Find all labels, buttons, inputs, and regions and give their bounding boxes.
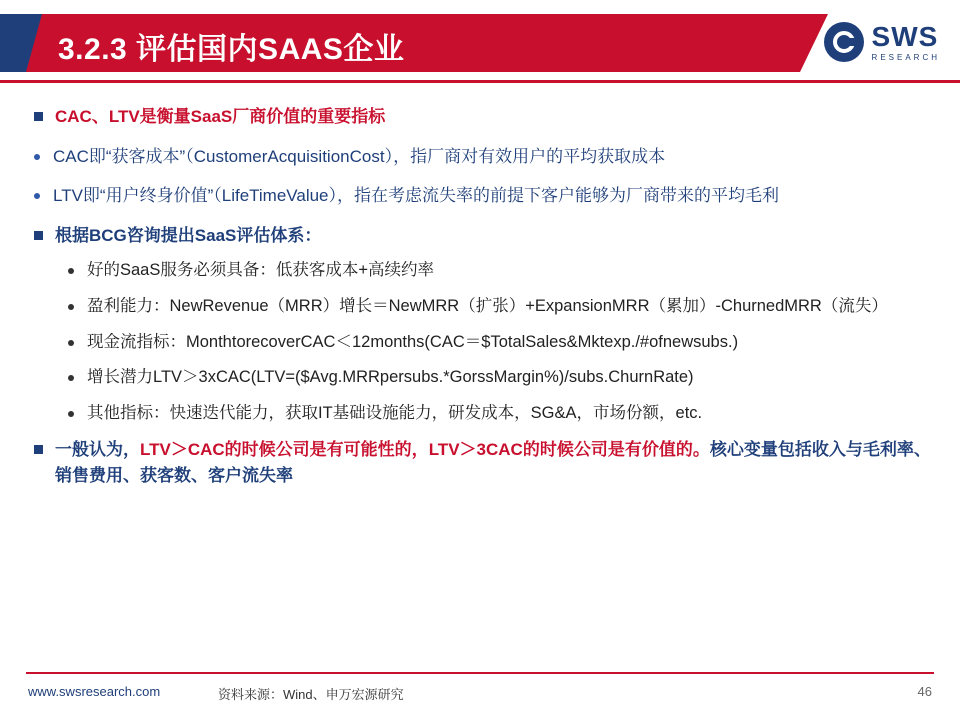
bullet-item-2 (34, 144, 934, 170)
square-bullet-icon (34, 445, 43, 454)
header-blue-accent (0, 14, 26, 72)
logo-sub-text: RESEARCH (871, 52, 940, 62)
bullet-item-2-text: CAC即“获客成本”（CustomerAcquisitionCost），指厂商对有效用户的平均获取成本 (53, 146, 666, 166)
header-underline (0, 80, 960, 83)
slide-header (0, 0, 960, 88)
bullet-item-3-text: LTV即“用户终身价值”（LifeTimeValue），指在考虑流失率的前提下客户能够为厂商带来的平均毛利 (53, 186, 780, 205)
final-text-part3: LTV＞3CAC的时候公司是有价值的。 (428, 439, 710, 459)
list-item (68, 401, 934, 426)
final-text-part2: LTV＞CAC的时候公司是有可能性的， (140, 439, 429, 459)
slide-footer (0, 672, 960, 720)
page-number: 46 (917, 684, 932, 699)
dot-bullet-icon (68, 340, 74, 346)
list-item (68, 330, 934, 355)
bullet-item-3 (34, 183, 934, 209)
dot-bullet-icon (34, 193, 40, 199)
square-bullet-icon (34, 231, 43, 240)
list-item (68, 294, 934, 319)
slide-content (0, 104, 960, 664)
bullet-item-4-text: 根据BCG咨询提出SaaS评估体系： (55, 225, 322, 245)
bullet-item-1-text: CAC、LTV是衡量SaaS厂商价值的重要指标 (55, 107, 386, 126)
dot-bullet-icon (68, 304, 74, 310)
list-item (68, 365, 934, 390)
list-item-text: 其他指标：快速迭代能力，获取IT基础设施能力，研发成本，SG&A，市场份额，etc. (87, 404, 703, 422)
bullet-item-5-text (55, 437, 934, 490)
footer-divider (26, 672, 934, 674)
page-title: 3.2.3 评估国内SAAS企业 (58, 33, 405, 66)
bullet-item-1 (34, 104, 934, 130)
footer-website-link[interactable]: www.swsresearch.com (28, 684, 161, 699)
footer-source-text: 资料来源：Wind、申万宏源研究 (218, 687, 404, 702)
dot-bullet-icon (68, 375, 74, 381)
list-item-text: 现金流指标：MonthtorecoverCAC＜12months(CAC＝$TotalSales&Mktexp./#ofnewsubs.) (87, 332, 739, 351)
dot-bullet-icon (68, 268, 74, 274)
final-text-part4: 核心变量包括收入与毛利率、销售费用、获客数、客户流失率 (55, 439, 931, 486)
dot-bullet-icon (34, 154, 40, 160)
square-bullet-icon (34, 112, 43, 121)
bullet-item-4 (34, 223, 934, 249)
dot-bullet-icon (68, 411, 74, 417)
sub-bullet-list (68, 258, 934, 426)
sws-logo (824, 22, 940, 62)
list-item-text: 增长潜力LTV＞3xCAC(LTV=($Avg.MRRpersubs.*GorssMargin%)/subs.ChurnRate) (87, 368, 694, 387)
list-item-text: 好的SaaS服务必须具备：低获客成本+高续约率 (87, 261, 434, 279)
list-item-text: 盈利能力：NewRevenue（MRR）增长＝NewMRR（扩张）+ExpansionMRR（累加）-ChurnedMRR（流失） (87, 296, 888, 315)
logo-circle-icon (824, 22, 864, 62)
bullet-item-5 (34, 437, 934, 490)
logo-main-text: SWS (871, 20, 939, 52)
logo-text (871, 20, 940, 62)
list-item (68, 258, 934, 283)
final-text-part1: 一般认为， (55, 439, 140, 459)
